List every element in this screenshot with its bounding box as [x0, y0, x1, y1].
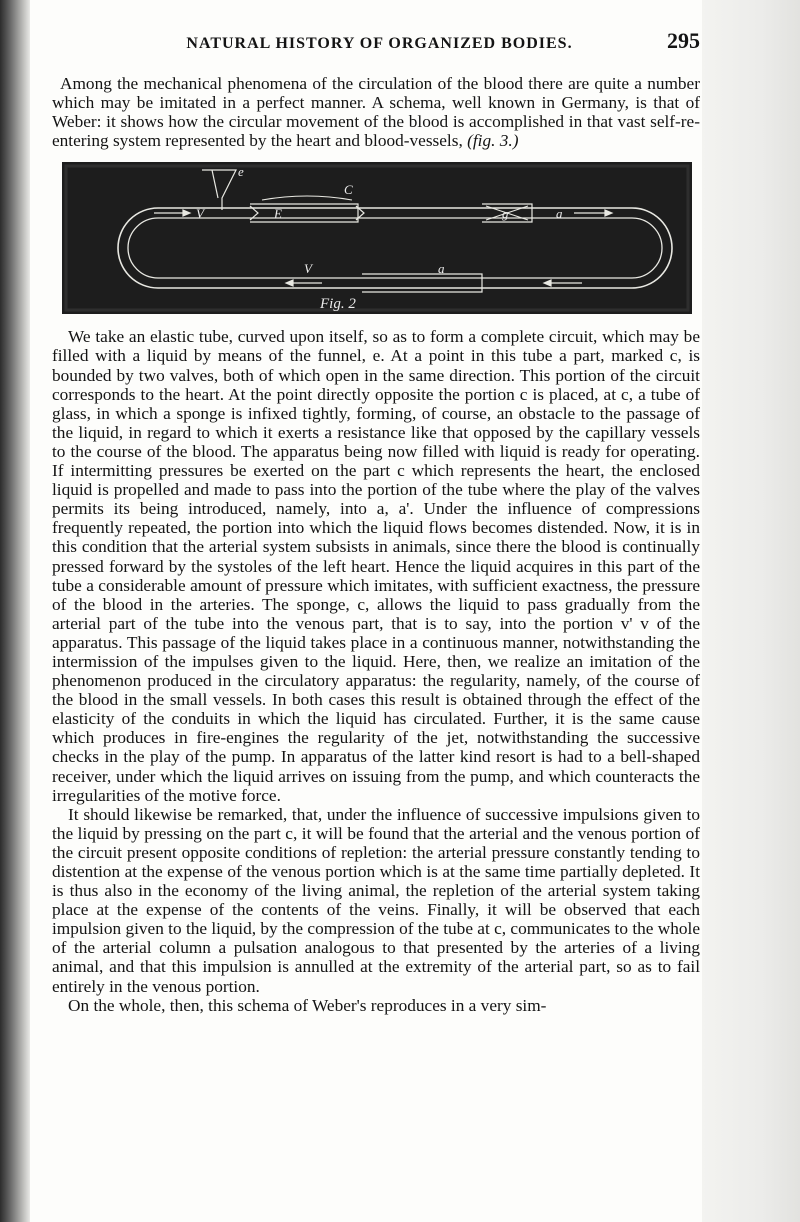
label-a-bottom: a	[438, 261, 445, 277]
label-c: C	[344, 182, 353, 198]
page-header	[52, 28, 700, 68]
paragraph-2: It should likewise be remarked, that, under the influence of successive impulsions given to the liquid by pressing on the part c, it will be found that the arterial and the venous portion of the circuit present opposite conditions of repletion: the arterial pressure constantly tending to distention at the expense of the venous portion which is at the same time partially depleted. It is thus also in the economy of the living animal, the repletion of the arterial system taking place at the expense of the contents of the veins. Finally, it will be observed that each impulsion given to the liquid, by the compression of the tube at c, communicates to the whole of the arterial column a pulsation analogous to that presented by the arteries of a living animal, and that this impulsion is annulled at the extremity of the arterial part, so as to fail entirely in the venous portion.	[52, 804, 700, 996]
intro-paragraph	[52, 74, 700, 150]
book-gutter-shadow	[0, 0, 30, 1222]
label-v-bottom: V	[304, 261, 312, 277]
figure-reference: (fig. 3.)	[467, 131, 519, 151]
running-head: NATURAL HISTORY OF ORGANIZED BODIES.	[186, 35, 573, 52]
label-e: e	[238, 164, 244, 180]
label-v-top: V	[196, 206, 204, 222]
label-g: g	[502, 206, 509, 222]
intro-text: Among the mechanical phenomena of the circulation of the blood there are quite a number which may be imitated in a perfect manner. A schema, well known in Germany, is that of Weber: it shows how the circular movement of the blood is accomplished in that vast self-re-entering system represented by the heart and blood-vessels,	[52, 74, 700, 151]
paragraph-3: On the whole, then, this schema of Weber's reproduces in a very sim-	[68, 995, 547, 1015]
facing-page-edge	[702, 0, 800, 1222]
weber-schema-figure	[62, 162, 692, 314]
label-a-top: a	[556, 206, 563, 222]
paragraph-1: We take an elastic tube, curved upon itself, so as to form a complete circuit, which may be filled with a liquid by means of the funnel, e. At a point in this tube a part, marked c, is bounded by two valves, both of which open in the same direction. This portion of the circuit corresponds to the heart. At the point directly opposite the portion c is placed, at c, a tube of glass, in which a sponge is infixed tightly, forming, of course, an obstacle to the passage of the liquid, in regard to which it exerts a resistance like that opposed by the capillary vessels to the course of the blood. The apparatus being now filled with liquid is ready for operating. If intermitting pressures be exerted on the part c which represents the heart, the enclosed liquid is propelled and made to pass into the portion of the tube where the play of the valves permits its being introduced, namely, into a, a'. Under the influence of compressions frequently repeated, the portion into which the liquid flows becomes distended. Now, it is in this condition that the arterial system subsists in animals, since there the blood is continually pressed forward by the systoles of the left heart. Hence the liquid acquires in this part of the tube a considerable amount of pressure which imitates, with sufficient exactness, the pressure of the blood in the arteries. The sponge, c, allows the liquid to pass gradually from the arterial part of the tube into the venous part, that is to say, into the portion v' v of the apparatus. This passage of the liquid takes place in a continuous manner, notwithstanding the intermission of the impulses given to the liquid. Here, then, we realize an imitation of the phenomenon produced in the circulatory apparatus: the regularity, namely, of the course of the blood in the small vessels. In both cases this result is obtained through the effect of the elasticity of the conduits in which the liquid has circulated. Further, it is the same cause which produces in fire-engines the regularity of the jet, notwithstanding the successive checks in the play of the pump. In apparatus of the latter kind resort is had to a bell-shaped receiver, under which the liquid arrives on issuing from the pump, and which counteracts the irregularities of the motive force.	[52, 327, 700, 805]
figure-caption: Fig. 2	[320, 296, 356, 313]
book-page	[52, 28, 700, 1015]
figure-background	[62, 162, 692, 314]
page-number: 295	[667, 28, 700, 53]
label-e-inner: E	[274, 206, 282, 222]
